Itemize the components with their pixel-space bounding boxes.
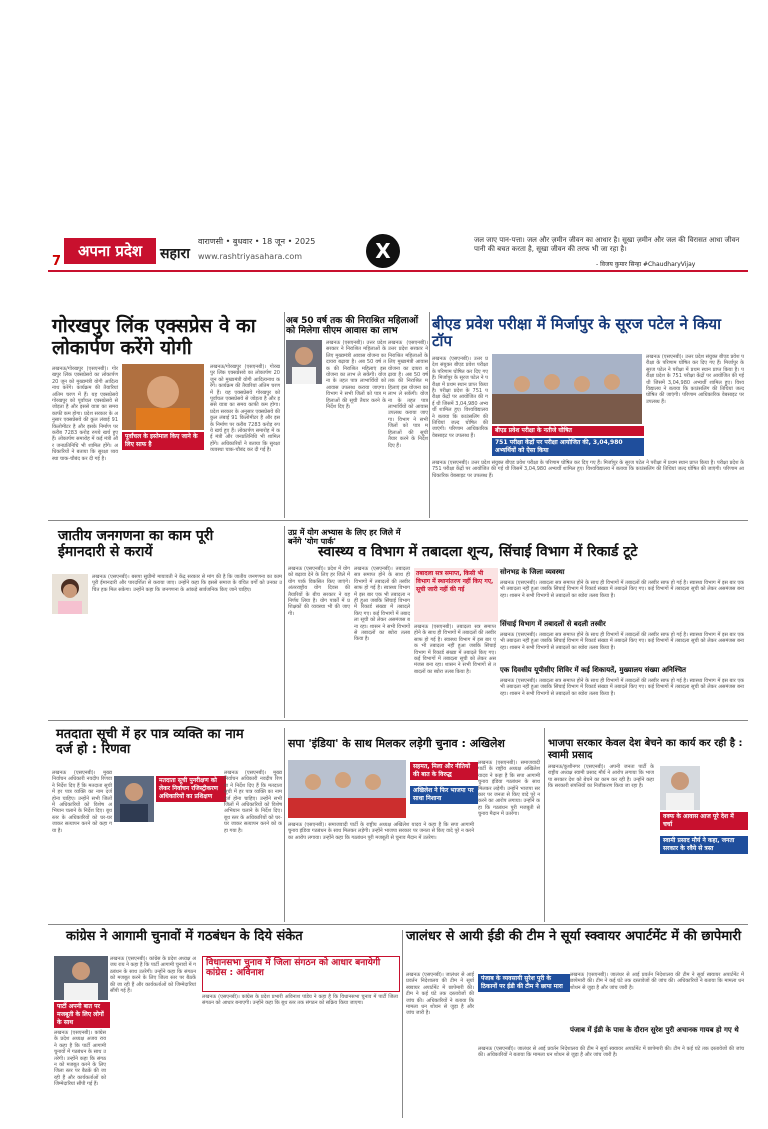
story9-headline: भाजपा सरकार केवल देश बेचने का कार्य कर रही है : स्वामी प्रसाद	[548, 738, 743, 761]
story1-headline: गोरखपुर लिंक एक्सप्रेस वे का लोकार्पण करेंगे योगी	[52, 315, 256, 359]
story10-body-col1: लखनऊ (एसएनबी)। कांग्रेस के प्रदेश अध्यक्ष अजय राय ने कहा है कि पार्टी आगामी चुनावों में गठबंधन के साथ उतरेगी। उन्होंने कहा कि संगठन को मजबूत करने के लिए जिला स्तर पर बैठकें की जा रही हैं और कार्यकर्ताओं को जिम्मेदारियां सौंपी गई हैं।	[110, 956, 196, 995]
col-sep-5	[544, 728, 545, 922]
story1-body-col3: लखनऊ/गोरखपुर (एसएनबी)। गोरखपुर लिंक एक्सप्रेसवे का लोकार्पण 20 जून को मुख्यमंत्री योगी आदित्यनाथ करेंगे। कार्यक्रम की तैयारियां अंतिम चरण में हैं। यह एक्सप्रेसवे गोरखपुर को पूर्वांचल एक्सप्रेसवे से जोड़ता है और इससे यात्रा का समय काफी कम होगा। प्रदेश सरकार के अनुसार एक्सप्रेसवे की कुल लंबाई 91 किलोमीटर है और इसके निर्माण पर करीब 7283 करोड़ रुपये खर्च हुए हैं। लोकार्पण समारोह में कई मंत्री और जनप्रतिनिधि भी शामिल होंगे। अधिकारियों ने बताया कि सुरक्षा व्यवस्था चाक-चौबंद कर दी गई है।	[210, 364, 280, 454]
story9-body: लखनऊ/कुशीनगर (एसएनबी)। अपनी जनता पार्टी के राष्ट्रीय अध्यक्ष स्वामी प्रसाद मौर्य ने आरोप लगाया कि भाजपा सरकार देश को बेचने का काम कर रही है। उन्होंने कहा कि सरकारी संपत्तियों का निजीकरण किया जा रहा है।	[548, 764, 654, 790]
story6-subhead2: सिंचाई विभाग में तबादलों से बदली तस्वीर	[500, 620, 606, 628]
story12-body-col1: लखनऊ (एसएनबी)। जालंधर से आई प्रवर्तन निदेशालय की टीम ने सूर्या स्क्वायर अपार्टमेंट में छापेमारी की। टीम ने कई घंटे तक दस्तावेजों की जांच की। अधिकारियों ने बताया कि मामला धन शोधन से जुड़ा है और जांच जारी है।	[406, 972, 474, 1017]
story3-body-right: लखनऊ (एसएनबी)। उत्तर प्रदेश संयुक्त बीएड प्रवेश परीक्षा के परिणाम घोषित कर दिए गए हैं। मिर्जापुर के सूरज पटेल ने परीक्षा में प्रथम स्थान प्राप्त किया है। परीक्षा प्रदेश के 751 परीक्षा केंद्रों पर आयोजित की गई थी जिसमें 3,04,980 अभ्यर्थी शामिल हुए। विश्वविद्यालय ने बताया कि काउंसलिंग की तिथियां जल्द घोषित की जाएंगी। परिणाम आधिकारिक वेबसाइट पर उपलब्ध हैं।	[646, 354, 744, 405]
website: www.rashtriyasahara.com	[198, 252, 303, 261]
story2-photo	[286, 340, 322, 384]
row-divider-1	[48, 520, 748, 521]
story9-caption2: स्वामी प्रसाद मौर्य ने कहा, जनता सरकार के रवैये से त्रस्त	[660, 836, 748, 854]
col-sep-4	[284, 728, 285, 922]
story12-headline: जालंधर से आयी ईडी की टीम ने सूर्या स्क्वायर अपार्टमेंट में की छापेमारी	[406, 929, 742, 944]
swami-prasad-photo	[660, 766, 700, 810]
story2-body: लखनऊ (एसएनबी)। उत्तर प्रदेश सरकार ने निराश्रित महिलाओं के लिए मुख्यमंत्री आवास योजना का दायरा बढ़ाया है। अब 50 वर्ष तक की निराश्रित महिलाएं इस योजना का लाभ ले सकेंगी। योजना के तहत पात्र लाभार्थियों को आवास उपलब्ध कराया जाएगा। विभाग ने सभी जिलों को पात्र महिलाओं की सूची तैयार करने के निर्देश दिए हैं।	[326, 340, 386, 411]
masthead-rule	[48, 270, 748, 272]
story6-body-col3: लखनऊ (एसएनबी)। तबादला सत्र समाप्त होने के साथ ही विभागों में तबादलों की तस्वीर साफ हो गई है। स्वास्थ्य विभाग में इस बार एक भी तबादला नहीं हुआ जबकि सिंचाई विभाग में रिकार्ड संख्या में तबादले किए गए। कई विभागों में तबादला सूची को लेकर असमंजस बना रहा। शासन ने सभी विभागों से तबादलों का ब्योरा तलब किया है।	[500, 580, 744, 599]
story8-caption1: सहमत, मिला और नीतियों की बात के विरुद्ध	[410, 762, 478, 780]
story4-headline: जातीय जनगणना का काम पूरी ईमानदारी से करायें	[58, 528, 214, 561]
paper-name: सहारा	[160, 246, 190, 262]
row-divider-2	[48, 720, 748, 721]
story2-headline: अब 50 वर्ष तक की निराश्रित महिलाओं को मिलेगा सीएम आवास का लाभ	[286, 316, 419, 337]
story7-headline: मतदाता सूची में हर पात्र व्यक्ति का नाम दर्ज हो : रिणवा	[56, 727, 244, 757]
story6-body-col4: लखनऊ (एसएनबी)। तबादला सत्र समाप्त होने के साथ ही विभागों में तबादलों की तस्वीर साफ हो गई है। स्वास्थ्य विभाग में इस बार एक भी तबादला नहीं हुआ जबकि सिंचाई विभाग में रिकार्ड संख्या में तबादले किए गए। कई विभागों में तबादला सूची को लेकर असमंजस बना रहा। शासन ने सभी विभागों से तबादलों का ब्योरा तलब किया है।	[500, 632, 744, 651]
mayawati-photo	[52, 574, 88, 614]
story3-subcaption: 751 परीक्षा केंद्रों पर परीक्षा आयोजित की, 3,04,980 अभ्यर्थियों को ऐसा किया	[492, 438, 644, 456]
col-sep-6	[402, 930, 403, 1118]
story11-headline: विधानसभा चुनाव में जिला संगठन को आधार बनायेगी कांग्रेस : अविनाश	[206, 958, 381, 979]
rinwa-photo	[114, 776, 154, 822]
story3-headline: बीएड प्रवेश परीक्षा में मिर्जापुर के सूरज पटेल ने किया टॉप	[432, 315, 722, 351]
story6-body-col2: लखनऊ (एसएनबी)। तबादला सत्र समाप्त होने के साथ ही विभागों में तबादलों की तस्वीर साफ हो गई है। स्वास्थ्य विभाग में इस बार एक भी तबादला नहीं हुआ जबकि सिंचाई विभाग में रिकार्ड संख्या में तबादले किए गए। कई विभागों में तबादला सूची को लेकर असमंजस बना रहा। शासन ने सभी विभागों से तबादलों का ब्योरा तलब किया है।	[414, 624, 496, 675]
story1-body-col1: लखनऊ/गोरखपुर (एसएनबी)। गोरखपुर लिंक एक्सप्रेसवे का लोकार्पण 20 जून को मुख्यमंत्री योगी आदित्यनाथ करेंगे। कार्यक्रम की तैयारियां अंतिम चरण में हैं। यह एक्सप्रेसवे गोरखपुर को पूर्वांचल एक्सप्रेसवे से जोड़ता है और इससे यात्रा का समय काफी कम होगा। प्रदेश सरकार के अनुसार एक्सप्रेसवे की कुल लंबाई 91 किलोमीटर है और इसके निर्माण पर करीब 7283 करोड़ रुपये खर्च हुए हैं। लोकार्पण समारोह में कई मंत्री और जनप्रतिनिधि भी शामिल होंगे। अधिकारियों ने बताया कि सुरक्षा व्यवस्था चाक-चौबंद कर दी गई है।	[52, 366, 118, 462]
story1-caption: पूर्वांचल के इस्तेमाल किए जाने के लिए साफ है	[122, 432, 204, 450]
col-sep-1	[284, 312, 285, 518]
story10-headline: कांग्रेस ने आगामी चुनावों में गठबंधन के दिये संकेत	[66, 929, 303, 944]
story6-subhead1: सोनभद्र के जिला व्यवस्था	[500, 568, 565, 576]
story7-body-col3: लखनऊ (एसएनबी)। मुख्य निर्वाचन अधिकारी नवदीप रिणवा ने निर्देश दिए हैं कि मतदाता सूची में हर पात्र व्यक्ति का नाम दर्ज होना चाहिए। उन्होंने सभी जिलों में अधिकारियों को विशेष अभियान चलाने के निर्देश दिए। बूथ स्तर के अधिकारियों को घर-घर जाकर सत्यापन करने को कहा गया है।	[224, 770, 282, 834]
quote-source: - विजय कुमार सिन्हा #ChaudharyVijay	[596, 261, 696, 268]
section-title: अपना प्रदेश	[64, 238, 156, 264]
col-sep-2	[429, 312, 430, 518]
story12-body-col2: लखनऊ (एसएनबी)। जालंधर से आई प्रवर्तन निदेशालय की टीम ने सूर्या स्क्वायर अपार्टमेंट में छापेमारी की। टीम ने कई घंटे तक दस्तावेजों की जांच की। अधिकारियों ने बताया कि मामला धन शोधन से जुड़ा है और जांच जारी है।	[570, 972, 744, 991]
story3-body-bottom: लखनऊ (एसएनबी)। उत्तर प्रदेश संयुक्त बीएड प्रवेश परीक्षा के परिणाम घोषित कर दिए गए हैं। मिर्जापुर के सूरज पटेल ने परीक्षा में प्रथम स्थान प्राप्त किया है। परीक्षा प्रदेश के 751 परीक्षा केंद्रों पर आयोजित की गई थी जिसमें 3,04,980 अभ्यर्थी शामिल हुए। विश्वविद्यालय ने बताया कि काउंसलिंग की तिथियां जल्द घोषित की जाएंगी। परिणाम आधिकारिक वेबसाइट पर उपलब्ध हैं।	[432, 460, 744, 479]
story7-caption: मतदाता सूची पुनरीक्षण को लेकर निर्वाचन रजिस्ट्रीकरण अधिकारियों का प्रशिक्षण	[156, 776, 226, 802]
story8-caption2: अखिलेश ने फिर भाजपा पर साधा निशाना	[410, 786, 478, 804]
story3-caption: बीएड प्रवेश परीक्षा के नतीजे घोषित	[492, 426, 644, 436]
story5-headline: उप्र में योग अभ्यास के लिए हर जिले में बनेंगे 'योग पार्क'	[288, 528, 401, 547]
story4-body: लखनऊ (एसएनबी)। बसपा सुप्रीमो मायावती ने केंद्र सरकार से मांग की है कि जातीय जनगणना का काम पूरी ईमानदारी और पारदर्शिता से कराया जाए। उन्होंने कहा कि इससे समाज के वंचित वर्गों को उनका उचित हक मिल सकेगा। उन्होंने कहा कि जनगणना के आंकड़े सार्वजनिक किए जाने चाहिए।	[92, 574, 282, 593]
story10-body-col0: लखनऊ (एसएनबी)। कांग्रेस के प्रदेश अध्यक्ष अजय राय ने कहा है कि पार्टी आगामी चुनावों में गठबंधन के साथ उतरेगी। उन्होंने कहा कि संगठन को मजबूत करने के लिए जिला स्तर पर बैठकें की जा रही हैं और कार्यकर्ताओं को जिम्मेदारियां सौंपी गई हैं।	[54, 1030, 106, 1088]
story12-subhead: पंजाब में ईडी के पास के दौरान सुरेश पुरी अचानक गायब हो गए थे	[570, 1026, 739, 1034]
story2-body-col2: लखनऊ (एसएनबी)। उत्तर प्रदेश सरकार ने निराश्रित महिलाओं के लिए मुख्यमंत्री आवास योजना का दायरा बढ़ाया है। अब 50 वर्ष तक की निराश्रित महिलाएं इस योजना का लाभ ले सकेंगी। योजना के तहत पात्र लाभार्थियों को आवास उपलब्ध कराया जाएगा। विभाग ने सभी जिलों को पात्र महिलाओं की सूची तैयार करने के निर्देश दिए हैं।	[388, 340, 428, 449]
story8-body-col3: लखनऊ (एसएनबी)। समाजवादी पार्टी के राष्ट्रीय अध्यक्ष अखिलेश यादव ने कहा है कि सपा आगामी चुनाव इंडिया गठबंधन के साथ मिलकर लड़ेगी। उन्होंने भाजपा सरकार पर जनता से किए वादे पूरे न करने का आरोप लगाया। उन्होंने कहा कि गठबंधन पूरी मजबूती से चुनाव मैदान में उतरेगा।	[478, 760, 540, 818]
dateline: वाराणसी • बुधवार • 18 जून • 2025	[198, 237, 316, 246]
story11-body: लखनऊ (एसएनबी)। कांग्रेस के प्रदेश प्रभारी अविनाश पांडेय ने कहा है कि विधानसभा चुनाव में पार्टी जिला संगठन को आधार बनाएगी। उन्होंने कहा कि बूथ स्तर तक संगठन को सक्रिय किया जाएगा।	[202, 994, 398, 1007]
story9-caption1: वक्फ के आवास आज पूरे देश में चर्चा	[660, 812, 748, 830]
story6-body-col5: लखनऊ (एसएनबी)। तबादला सत्र समाप्त होने के साथ ही विभागों में तबादलों की तस्वीर साफ हो गई है। स्वास्थ्य विभाग में इस बार एक भी तबादला नहीं हुआ जबकि सिंचाई विभाग में रिकार्ड संख्या में तबादले किए गए। कई विभागों में तबादला सूची को लेकर असमंजस बना रहा। शासन ने सभी विभागों से तबादलों का ब्योरा तलब किया है।	[500, 678, 744, 697]
story10-photo	[54, 956, 108, 1000]
x-logo-icon: X	[366, 234, 400, 268]
story8-headline: सपा 'इंडिया' के साथ मिलकर लड़ेगी चुनाव : अखिलेश	[288, 737, 505, 750]
story6-headline: स्वास्थ्य व विभाग में तबादला शून्य, सिंचाई विभाग में रिकार्ड टूटे	[318, 544, 638, 560]
story8-body-bottom: लखनऊ (एसएनबी)। समाजवादी पार्टी के राष्ट्रीय अध्यक्ष अखिलेश यादव ने कहा है कि सपा आगामी चुनाव इंडिया गठबंधन के साथ मिलकर लड़ेगी। उन्होंने भाजपा सरकार पर जनता से किए वादे पूरे न करने का आरोप लगाया। उन्होंने कहा कि गठबंधन पूरी मजबूती से चुनाव मैदान में उतरेगा।	[288, 822, 474, 841]
page-number: 7	[52, 254, 62, 269]
akhilesh-photo	[288, 760, 406, 818]
quote-box: जल जाए पान-पत्ता। जल और ज़मीन जीवन का आधार है। सूखा ज़मीन और जल की विरासत आधा जीवन पानी की बचत करता है, सूखा जीवन की तरफ भी जा रहा है।	[474, 236, 740, 253]
col-sep-3	[284, 526, 285, 718]
story7-body-col1: लखनऊ (एसएनबी)। मुख्य निर्वाचन अधिकारी नवदीप रिणवा ने निर्देश दिए हैं कि मतदाता सूची में हर पात्र व्यक्ति का नाम दर्ज होना चाहिए। उन्होंने सभी जिलों में अधिकारियों को विशेष अभियान चलाने के निर्देश दिए। बूथ स्तर के अधिकारियों को घर-घर जाकर सत्यापन करने को कहा गया है।	[52, 770, 112, 834]
story12-caption: पंजाब के व्यवसायी सुरेश पुरी के ठिकानों पर ईडी की टीम ने छापा मारा	[478, 974, 570, 992]
story6-subhead3: एक दिवसीय यूपीसीए शिविर में कई शिकायतें, मुख्यालय संख्या अनिश्चित	[500, 666, 687, 674]
row-divider-3	[48, 924, 748, 925]
story3-photo	[492, 354, 642, 424]
story5-body: लखनऊ (एसएनबी)। प्रदेश में योग को बढ़ावा देने के लिए हर जिले में योग पार्क विकसित किए जाएंगे। अंतरराष्ट्रीय योग दिवस की तैयारियों के बीच सरकार ने यह निर्णय लिया है। योग पार्कों में प्रशिक्षकों की व्यवस्था भी की जाएगी।	[288, 566, 350, 617]
story6-body-col1: लखनऊ (एसएनबी)। तबादला सत्र समाप्त होने के साथ ही विभागों में तबादलों की तस्वीर साफ हो गई है। स्वास्थ्य विभाग में इस बार एक भी तबादला नहीं हुआ जबकि सिंचाई विभाग में रिकार्ड संख्या में तबादले किए गए। कई विभागों में तबादला सूची को लेकर असमंजस बना रहा। शासन ने सभी विभागों से तबादलों का ब्योरा तलब किया है।	[354, 566, 410, 643]
story6-callout: तबादला सत्र समाप्त, किसी भी विभाग में स्थानांतरण नहीं किए गए, सूची जारी नहीं की गई	[414, 568, 498, 622]
story10-caption: पार्टी अपनी बात पर मजबूती के लिए लोगों के साथ	[54, 1002, 110, 1028]
yogi-photo	[122, 364, 204, 430]
story3-body-top: लखनऊ (एसएनबी)। उत्तर प्रदेश संयुक्त बीएड प्रवेश परीक्षा के परिणाम घोषित कर दिए गए हैं। मिर्जापुर के सूरज पटेल ने परीक्षा में प्रथम स्थान प्राप्त किया है। परीक्षा प्रदेश के 751 परीक्षा केंद्रों पर आयोजित की गई थी जिसमें 3,04,980 अभ्यर्थी शामिल हुए। विश्वविद्यालय ने बताया कि काउंसलिंग की तिथियां जल्द घोषित की जाएंगी। परिणाम आधिकारिक वेबसाइट पर उपलब्ध हैं।	[432, 356, 488, 439]
story12-body-col3: लखनऊ (एसएनबी)। जालंधर से आई प्रवर्तन निदेशालय की टीम ने सूर्या स्क्वायर अपार्टमेंट में छापेमारी की। टीम ने कई घंटे तक दस्तावेजों की जांच की। अधिकारियों ने बताया कि मामला धन शोधन से जुड़ा है और जांच जारी है।	[478, 1046, 744, 1059]
